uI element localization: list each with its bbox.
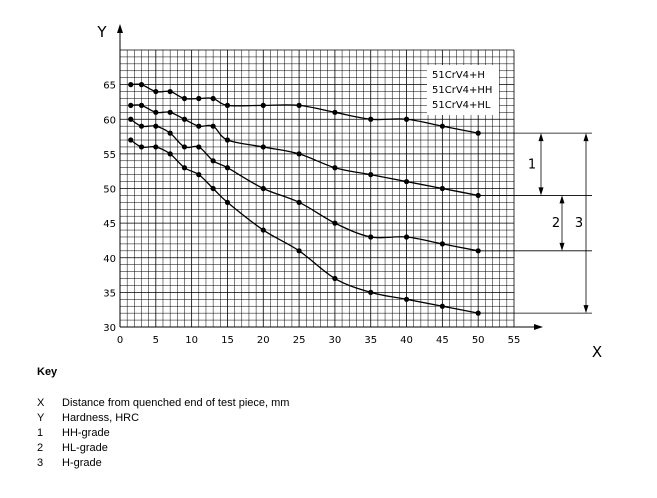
data-point: [168, 110, 173, 115]
x-tick-label: 30: [328, 335, 342, 346]
data-point: [128, 82, 133, 87]
data-point: [332, 110, 337, 115]
arrow-up-icon: [584, 133, 589, 141]
x-axis-label: X: [591, 343, 603, 360]
y-tick-label: 65: [103, 80, 116, 92]
key-item-3: [37, 456, 102, 471]
x-tick-label: 5: [152, 335, 160, 346]
data-point: [182, 144, 187, 149]
data-point: [128, 137, 133, 142]
data-point: [332, 276, 337, 281]
data-point: [404, 179, 409, 184]
data-point: [261, 144, 266, 149]
data-point: [296, 103, 301, 108]
key-item-y: [37, 411, 139, 426]
data-point: [168, 131, 173, 136]
y-tick-label: 45: [103, 219, 116, 231]
key-symbol: 1: [37, 427, 44, 439]
x-tick-label: 15: [221, 335, 234, 346]
data-point: [211, 96, 216, 101]
data-point: [211, 186, 216, 191]
data-point: [332, 221, 337, 226]
band-label-1: 1: [527, 157, 537, 173]
data-point: [368, 172, 373, 177]
data-point: [261, 227, 266, 232]
data-point: [211, 158, 216, 163]
data-point: [139, 82, 144, 87]
data-point: [404, 297, 409, 302]
y-tick-label: 60: [103, 115, 116, 127]
x-tick-label: 10: [185, 335, 199, 346]
data-point: [128, 117, 133, 122]
data-point: [368, 290, 373, 295]
key-item-2: [37, 441, 108, 456]
x-tick-label: 45: [435, 335, 449, 346]
data-point: [153, 144, 158, 149]
data-point: [139, 124, 144, 129]
key-item-x: [37, 396, 289, 411]
data-point: [440, 304, 445, 309]
data-point: [225, 137, 230, 142]
data-point: [196, 172, 201, 177]
data-point: [211, 124, 216, 129]
arrow-down-icon: [584, 305, 589, 313]
x-tick-label: 0: [116, 335, 124, 346]
data-point: [196, 124, 201, 129]
key-symbol: Y: [37, 412, 45, 424]
key-symbol: 3: [37, 457, 44, 469]
data-point: [168, 151, 173, 156]
data-point: [404, 117, 409, 122]
data-point: [153, 110, 158, 115]
data-point: [296, 200, 301, 205]
data-point: [139, 103, 144, 108]
legend-entry: 51CrV4+H: [432, 70, 485, 81]
data-point: [139, 144, 144, 149]
data-point: [225, 200, 230, 205]
key-item-1: [37, 426, 110, 441]
x-tick-label: 35: [364, 335, 378, 346]
x-tick-label: 20: [256, 335, 270, 346]
band-label-2: 2: [551, 216, 561, 232]
data-point: [296, 248, 301, 253]
arrow-up-icon: [560, 195, 565, 203]
x-tick-label: 25: [292, 335, 306, 346]
x-tick-label: 55: [507, 335, 521, 346]
data-point: [296, 151, 301, 156]
x-axis-arrow-icon: [534, 324, 543, 330]
x-tick-label: 50: [471, 335, 485, 346]
y-tick-label: 30: [103, 323, 116, 334]
key-text: Hardness, HRC: [62, 412, 140, 424]
x-tick-label: 40: [400, 335, 413, 346]
data-point: [332, 165, 337, 170]
data-point: [182, 96, 187, 101]
data-point: [404, 234, 409, 239]
data-point: [196, 96, 201, 101]
key-symbol: 2: [37, 442, 44, 454]
data-point: [182, 165, 187, 170]
data-point: [225, 103, 230, 108]
data-point: [153, 124, 158, 129]
y-axis-arrow-icon: [117, 24, 123, 33]
data-point: [153, 89, 158, 94]
key-symbol: X: [37, 397, 45, 409]
y-tick-label: 35: [103, 288, 116, 300]
data-point: [440, 186, 445, 191]
key-text: HL-grade: [62, 442, 108, 454]
key-text: HH-grade: [62, 427, 110, 439]
legend: [427, 65, 499, 115]
arrow-down-icon: [560, 243, 565, 251]
y-axis-label: Y: [97, 23, 107, 41]
y-tick-label: 50: [103, 184, 116, 196]
data-point: [261, 186, 266, 191]
arrow-down-icon: [539, 187, 544, 195]
legend-entry: 51CrV4+HH: [432, 85, 493, 96]
data-point: [261, 103, 266, 108]
data-point: [368, 234, 373, 239]
arrow-up-icon: [539, 133, 544, 141]
band-label-3: 3: [574, 216, 584, 232]
data-point: [182, 117, 187, 122]
data-point: [196, 144, 201, 149]
key-text: Distance from quenched end of test piece, mm: [62, 397, 290, 409]
data-point: [168, 89, 173, 94]
data-point: [225, 165, 230, 170]
key-text: H-grade: [62, 457, 102, 469]
data-point: [368, 117, 373, 122]
y-tick-label: 55: [103, 149, 116, 161]
legend-entry: 51CrV4+HL: [432, 100, 491, 111]
data-point: [440, 124, 445, 129]
key-title: Key: [37, 366, 58, 378]
y-tick-label: 40: [103, 253, 116, 265]
data-point: [128, 103, 133, 108]
data-point: [440, 241, 445, 246]
